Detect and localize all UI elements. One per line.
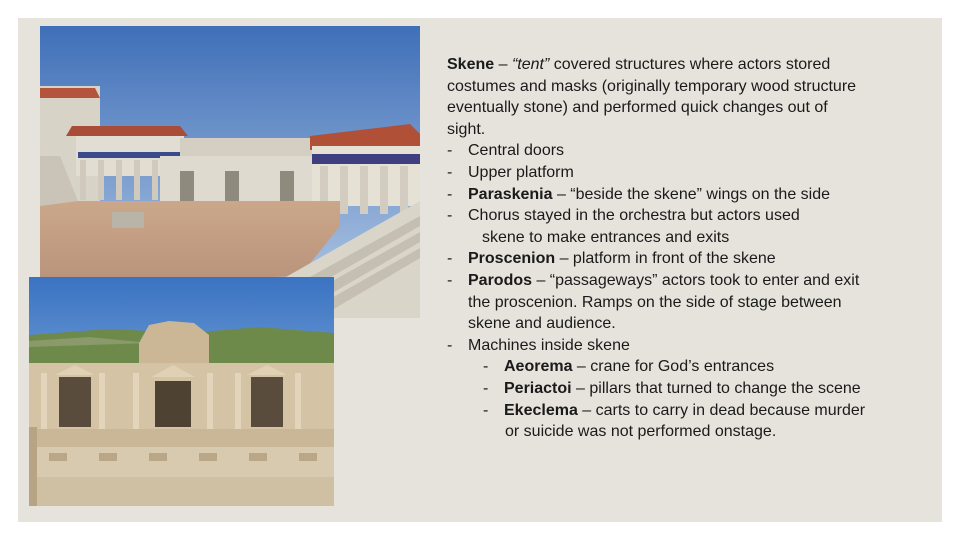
machines-text: Machines inside skene xyxy=(468,336,630,354)
skene-term: Skene xyxy=(447,56,495,73)
theater-reconstruction-image xyxy=(40,26,420,318)
chorus-text: Chorus stayed in the orchestra but actors used xyxy=(468,207,800,225)
theater-ruins-photo xyxy=(29,277,334,506)
ekeclema-desc: – carts to carry in dead because murder xyxy=(577,401,866,419)
parodos-text-continued: the proscenion. Ramps on the side of stage between xyxy=(468,293,842,311)
paraskenia-desc: – “beside the skene” wings on the side xyxy=(552,185,831,203)
dash-bullet: - xyxy=(447,250,453,268)
skene-meaning: “tent” xyxy=(511,56,550,73)
dash-bullet: - xyxy=(447,336,453,354)
dash-bullet: - xyxy=(483,379,489,397)
sublist-item-ekeclema xyxy=(447,400,927,422)
proscenion-desc: – platform in front of the skene xyxy=(555,250,776,268)
skene-definition-line-3: eventually stone) and performed quick changes out of xyxy=(447,99,828,117)
ekeclema-term: Ekeclema xyxy=(504,401,578,419)
sublist-item-aeorema xyxy=(447,356,927,378)
periactoi-term: Periactoi xyxy=(504,379,572,397)
dash-bullet: - xyxy=(447,142,453,160)
list-item-paraskenia xyxy=(447,184,927,206)
paraskenia-term: Paraskenia xyxy=(468,185,553,203)
parodos-text-continued-2: skene and audience. xyxy=(468,315,616,333)
ekeclema-text-continued: or suicide was not performed onstage. xyxy=(505,423,777,441)
aeorema-desc: – crane for God’s entrances xyxy=(572,358,775,376)
dash-bullet: - xyxy=(483,401,489,419)
dash-bullet: - xyxy=(447,163,453,181)
parodos-desc: – “passageways” actors took to enter and exit xyxy=(532,271,860,289)
aeorema-term: Aeorema xyxy=(504,358,573,376)
periactoi-desc: – pillars that turned to change the scene xyxy=(571,379,861,397)
dash-bullet: - xyxy=(447,271,453,289)
slide xyxy=(18,18,942,522)
upper-platform-text: Upper platform xyxy=(468,163,574,181)
skene-definition-line-4: sight. xyxy=(447,120,486,138)
list-item-parodos xyxy=(447,270,927,292)
skene-definition-line-2: costumes and masks (originally temporary wood structure xyxy=(447,77,857,95)
list-item-chorus xyxy=(447,205,927,227)
proscenion-term: Proscenion xyxy=(468,250,556,268)
sublist-item-periactoi xyxy=(447,378,927,400)
central-doors-text: Central doors xyxy=(468,142,565,160)
list-item-central-doors xyxy=(447,140,927,162)
skene-notes xyxy=(447,54,927,443)
dash-bullet: - xyxy=(483,358,489,376)
chorus-text-continued: skene to make entrances and exits xyxy=(482,228,730,246)
list-item-upper-platform xyxy=(447,162,927,184)
dash-bullet: - xyxy=(447,185,453,203)
list-item-machines xyxy=(447,335,927,357)
separator: – xyxy=(494,56,512,73)
parodos-term: Parodos xyxy=(468,271,533,289)
dash-bullet: - xyxy=(447,207,453,225)
skene-definition-rest: covered structures where actors stored xyxy=(549,56,831,73)
skene-definition-line xyxy=(447,54,927,76)
list-item-proscenion xyxy=(447,248,927,270)
